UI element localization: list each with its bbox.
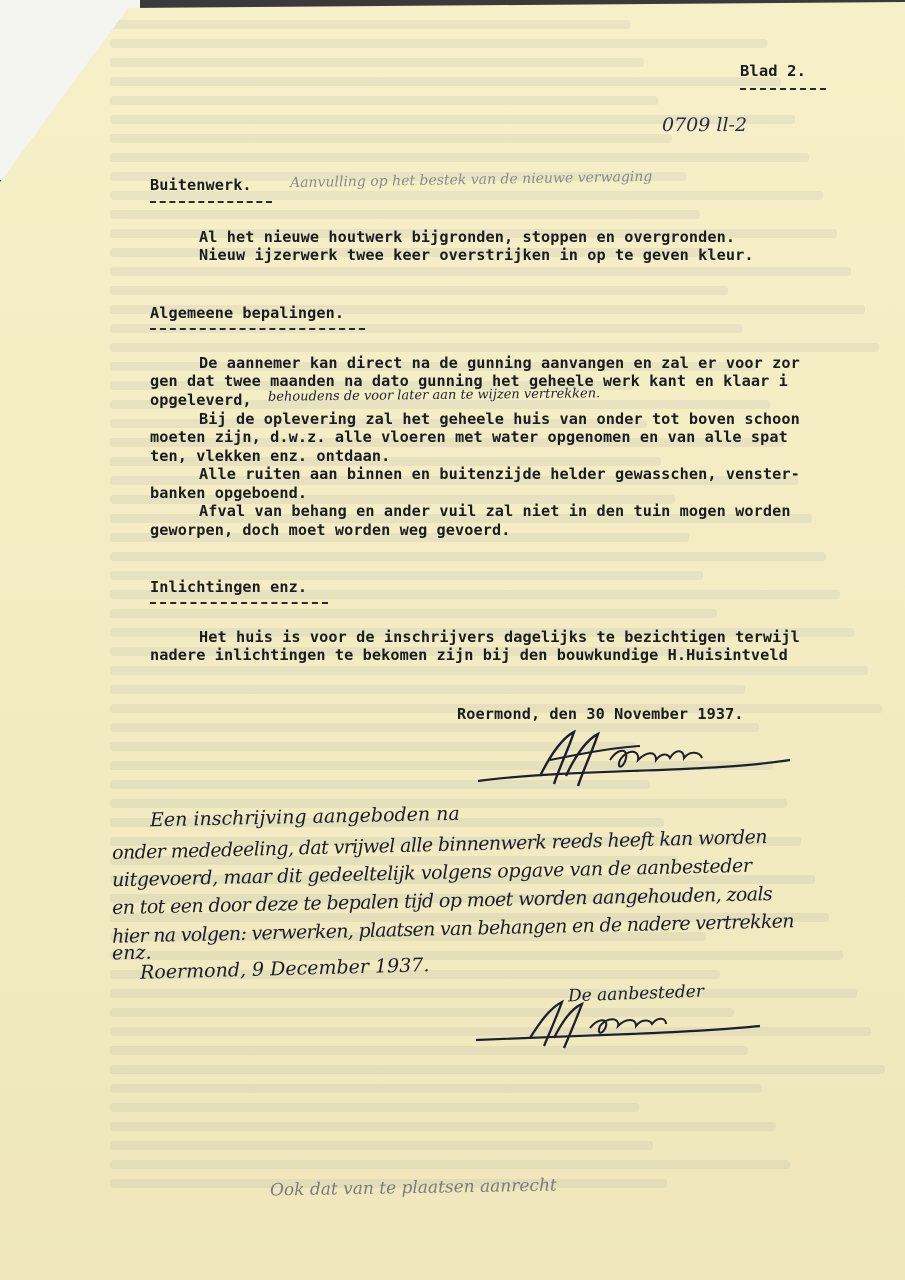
handwritten-insert: behoudens de voor later aan te wijzen vertrekken. — [267, 386, 601, 405]
handwritten-note-line: Een inschrijving aangeboden na — [149, 802, 460, 832]
handwritten-note-line: enz. — [111, 941, 152, 965]
heading-buitenwerk: Buitenwerk. — [150, 176, 252, 194]
page-number-underline — [740, 88, 826, 90]
signature-aanbesteder — [470, 994, 770, 1054]
body-line: Al het nieuwe houtwerk bijgronden, stoppen en overgronden. — [199, 228, 736, 246]
handwritten-note-line: uitgevoerd, maar dit gedeeltelijk volgens opgave van de aanbesteder — [111, 854, 752, 892]
body-line: Bij de oplevering zal het geheele huis van onder tot boven schoon — [199, 410, 800, 428]
body-line: nadere inlichtingen te bekomen zijn bij den bouwkundige H.Huisintveld — [150, 646, 788, 664]
handwritten-note-line: onder mededeeling, dat vrijwel alle binnenwerk reeds heeft kan worden — [111, 826, 768, 864]
heading-algemeene-bepalingen: Algemeene bepalingen. — [150, 304, 345, 322]
handwritten-note-line: hier na volgen: verwerken, plaatsen van behangen en de nadere vertrekken — [111, 910, 794, 948]
place-date: Roermond, den 30 November 1937. — [457, 705, 744, 723]
heading-underline — [150, 328, 365, 330]
body-line: Nieuw ijzerwerk twee keer overstrijken in op te geven kleur. — [199, 246, 754, 264]
body-line: ten, vlekken enz. ontdaan. — [150, 447, 391, 465]
body-line: De aannemer kan direct na de gunning aanvangen en zal er voor zor — [199, 354, 800, 372]
handwritten-note-line: en tot een door deze te bepalen tijd op moet worden aangehouden, zoals — [111, 883, 773, 919]
handwritten-aanbesteder: De aanbesteder — [567, 981, 705, 1007]
body-line: Afval van behang en ander vuil zal niet in den tuin mogen worden — [199, 502, 791, 520]
handwritten-place-date: Roermond, 9 December 1937. — [139, 954, 430, 984]
body-line: Alle ruiten aan binnen en buitenzijde helder gewasschen, venster- — [199, 465, 800, 483]
faint-pencil-note: Aanvulling op het bestek van de nieuwe verwaging — [289, 168, 653, 192]
heading-underline — [150, 201, 272, 203]
heading-inlichtingen: Inlichtingen enz. — [150, 578, 308, 596]
heading-underline — [150, 602, 328, 604]
body-line: gen dat twee maanden na dato gunning het geheele werk kant en klaar i — [150, 372, 788, 390]
pencil-note: Ook dat van te plaatsen aanrecht — [269, 1175, 557, 1201]
archive-code: 0709 ll-2 — [662, 114, 748, 136]
body-line: Het huis is voor de inschrijvers dagelijks te bezichtigen terwijl — [199, 628, 800, 646]
body-line: geworpen, doch moet worden weg gevoerd. — [150, 521, 511, 539]
body-line: moeten zijn, d.w.z. alle vloeren met water opgenomen en van alle spat — [150, 428, 788, 446]
signature-stamp — [470, 726, 800, 796]
body-line: opgeleverd, — [150, 391, 252, 409]
page-number: Blad 2. — [740, 62, 807, 80]
body-line: banken opgeboend. — [150, 484, 308, 502]
